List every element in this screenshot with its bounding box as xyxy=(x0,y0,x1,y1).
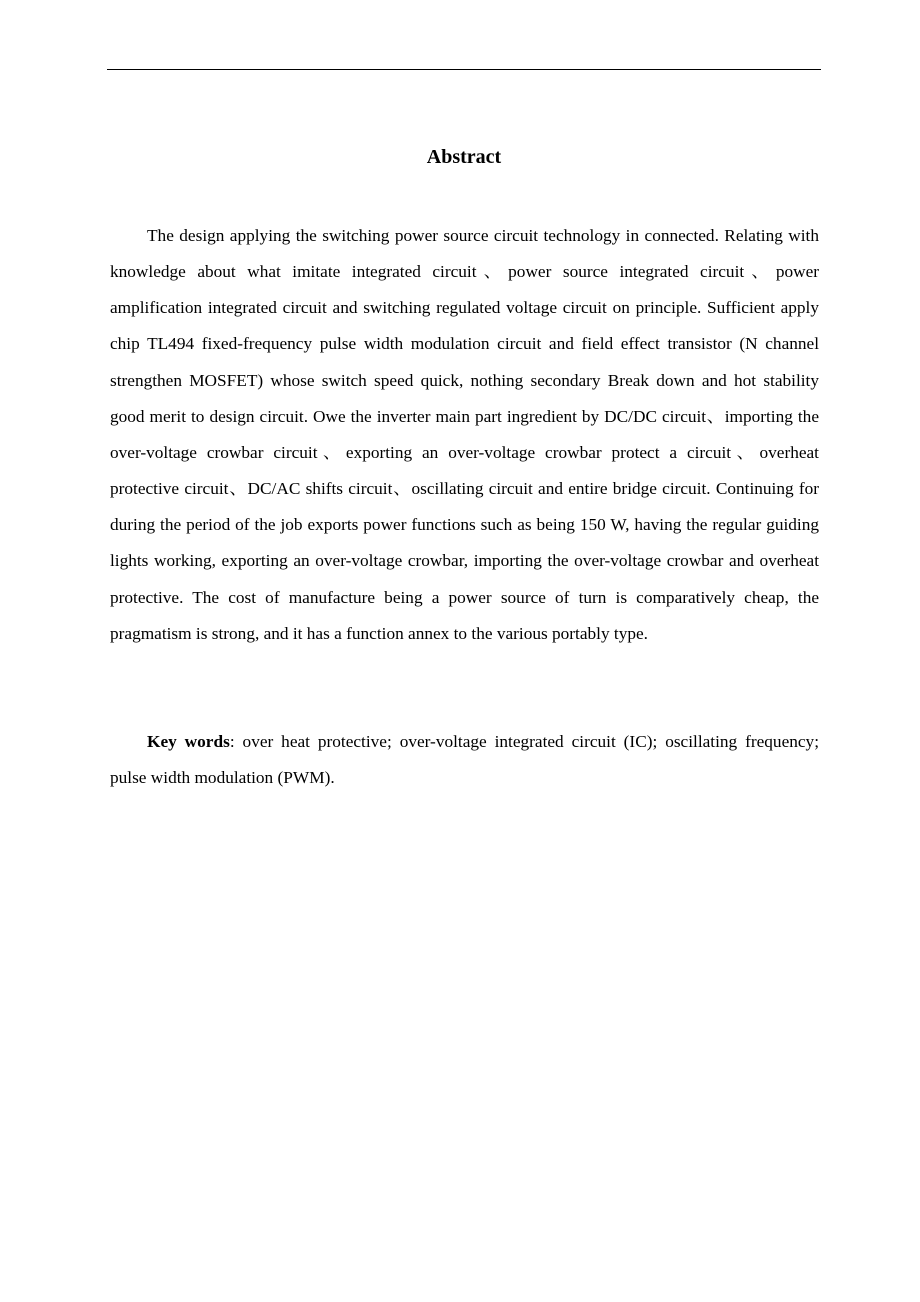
keywords-text: over heat protective; over-voltage integrated circuit (IC); oscillating frequency; pulse width modulation (PWM). xyxy=(110,732,819,788)
keywords-separator: : xyxy=(229,732,235,751)
page-title: Abstract xyxy=(426,146,502,168)
header-rule xyxy=(107,69,821,70)
keywords-label: Key words xyxy=(147,732,230,751)
abstract-paragraph: The design applying the switching power source circuit technology in connected. Relating with knowledge about what imitate integrated circuit、power source integrated circuit、power amplification integrated circuit and switching regulated voltage circuit on principle. Sufficient apply chip TL494 fixed-frequency pulse width modulation circuit and field effect transistor (N channel strengthen MOSFET) whose switch speed quick, nothing secondary Break down and hot stability good merit to design circuit. Owe the inverter main part ingredient by DC/DC circuit、importing the over-voltage crowbar circuit、exporting an over-voltage crowbar protect a circuit、overheat protective circuit、DC/AC shifts circuit、oscillating circuit and entire bridge circuit. Continuing for during the period of the job exports power functions such as being 150 W, having the regular guiding lights working, exporting an over-voltage crowbar, importing the over-voltage crowbar and overheat protective. The cost of manufacture being a power source of turn is comparatively cheap, the pragmatism is strong, and it has a function annex to the various portably type. xyxy=(110,226,819,643)
keywords-paragraph xyxy=(110,724,819,796)
